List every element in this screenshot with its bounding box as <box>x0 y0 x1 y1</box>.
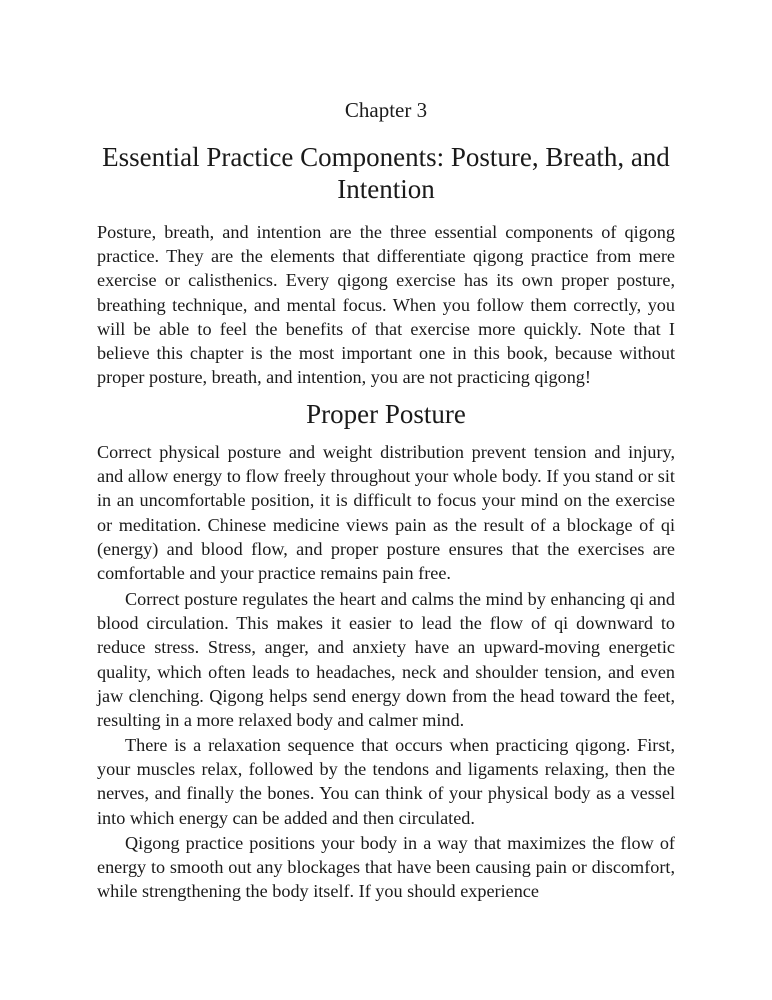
body-paragraph: Correct physical posture and weight distribution prevent tension and injury, and allow energy to flow freely throughout your whole body. If you stand or sit in an uncomfortable position, it is difficult to focus your mind on the exercise or meditation. Chinese medicine views pain as the result of a blockage of qi (energy) and blood flow, and proper posture ensures that the exercises are comfortable and your practice remains pain free. <box>97 442 675 584</box>
chapter-title: Essential Practice Components: Posture, Breath, and Intention <box>102 142 670 204</box>
body-paragraph: Correct posture regulates the heart and calms the mind by enhancing qi and blood circulation. This makes it easier to lead the flow of qi downward to reduce stress. Stress, anger, and anxiety have an upward-moving energetic quality, which often leads to headaches, neck and shoulder tension, and even jaw clenching. Qigong helps send energy down from the head toward the feet, resulting in a more relaxed body and calmer mind. <box>97 589 675 731</box>
section-heading: Proper Posture <box>306 399 466 429</box>
intro-paragraph: Posture, breath, and intention are the three essential components of qigong practice. They are the elements that differentiate qigong practice from mere exercise or calisthenics. Every qigong exercise has its own proper posture, breathing technique, and mental focus. When you follow them correctly, you will be able to feel the benefits of that exercise more quickly. Note that I believe this chapter is the most important one in this book, because without proper posture, breath, and intention, you are not practicing qigong! <box>97 222 675 388</box>
chapter-label: Chapter 3 <box>344 98 428 122</box>
body-paragraph: Qigong practice positions your body in a way that maximizes the flow of energy to smooth out any blockages that have been causing pain or discomfort, while strengthening the body itself. If you should experience <box>97 833 675 902</box>
body-paragraph: There is a relaxation sequence that occurs when practicing qigong. First, your muscles relax, followed by the tendons and ligaments relaxing, then the nerves, and finally the bones. You can think of your physical body as a vessel into which energy can be added and then circulated. <box>97 735 675 828</box>
